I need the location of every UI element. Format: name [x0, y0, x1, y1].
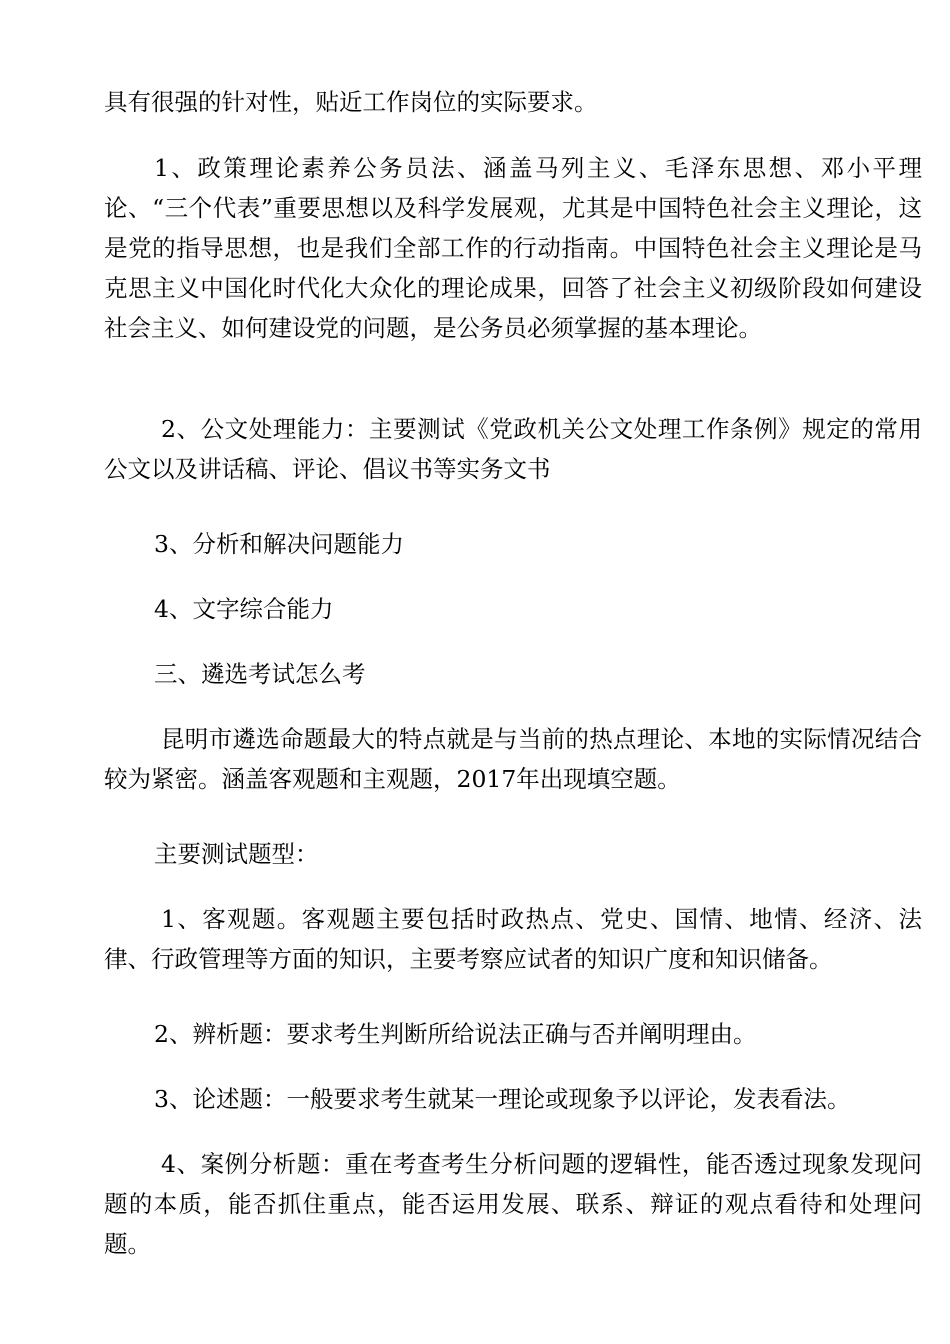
paragraph-case-analysis: 4、案例分析题：重在考查考生分析问题的逻辑性，能否透过现象发现问题的本质，能否抓住重点，能否运用发展、联系、辩证的观点看待和处理问题。 — [104, 1150, 922, 1258]
paragraph-policy-theory: 1、政策理论素养公务员法、涵盖马列主义、毛泽东思想、邓小平理论、“三个代表”重要思想以及科学发展观，尤其是中国特色社会主义理论，这是党的指导思想，也是我们全部工作的行动指南。中国特色社会主义理论是马克思主义中国化时代化大众化的理论成果，回答了社会主义初级阶段如何建设社会主义、如何建设党的问题，是公务员必须掌握的基本理论。 — [104, 154, 922, 342]
paragraph-writing-ability: 4、文字综合能力 — [154, 595, 334, 623]
paragraph-analysis-questions: 2、辨析题：要求考生判断所给说法正确与否并阐明理由。 — [154, 1020, 757, 1048]
paragraph-essay-questions: 3、论述题：一般要求考生就某一理论或现象予以评论，发表看法。 — [154, 1085, 851, 1113]
paragraph-kunming-exam: 昆明市遴选命题最大的特点就是与当前的热点理论、本地的实际情况结合较为紧密。涵盖客观题和主观题，2017年出现填空题。 — [104, 725, 922, 793]
paragraph-document-handling: 2、公文处理能力：主要测试《党政机关公文处理工作条例》规定的常用公文以及讲话稿、评论、倡议书等实务文书 — [104, 415, 922, 483]
paragraph-problem-solving: 3、分析和解决问题能力 — [154, 530, 404, 558]
paragraph-objective-questions: 1、客观题。客观题主要包括时政热点、党史、国情、地情、经济、法律、行政管理等方面的知识，主要考察应试者的知识广度和知识储备。 — [104, 905, 922, 973]
paragraph-continuation: 具有很强的针对性，贴近工作岗位的实际要求。 — [104, 88, 598, 116]
section-heading-how-to-take-exam: 三、遴选考试怎么考 — [154, 660, 366, 688]
paragraph-question-types-heading: 主要测试题型： — [154, 840, 319, 868]
